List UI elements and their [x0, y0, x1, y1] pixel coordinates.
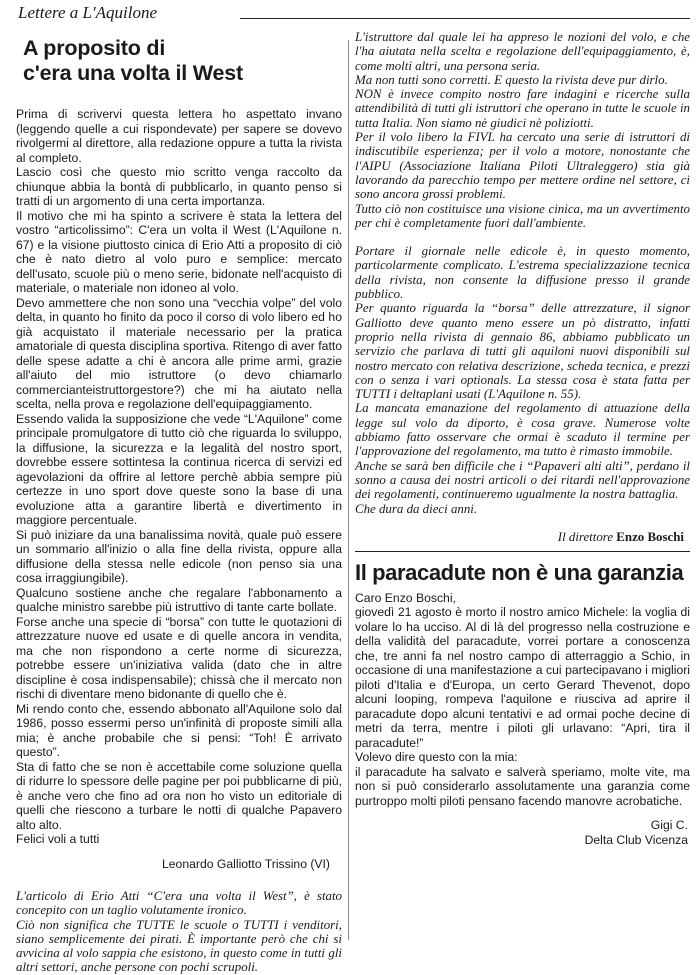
letter1-paragraph: Lascio così che questo mio scritto venga raccolto da chiunque abbia la bontà di pubblicarlo, in quanto penso si tratti di un argomento di una certa importanza. — [16, 165, 342, 208]
letter2-body — [355, 605, 690, 808]
reply-paragraph: Ma non tutti sono corretti. E questo la rivista deve pur dirlo. — [355, 72, 668, 87]
letter2-paragraph: il paracadute ha salvato e salverà speriamo, molte vite, ma non si può considerarlo assolutamente una garanzia come purtroppo molti piloti pensano facendo manovre acrobatiche. — [355, 764, 690, 808]
reply-paragraph: Anche se sarà ben difficile che i “Papaveri alti alti”, perdano il sonno a causa dei nostri articoli o dei ritardi nell'approvazione dei regolamenti, continueremo ugualmente la nostra battaglia. — [355, 458, 690, 502]
letter1-paragraph: Devo ammettere che non sono una “vecchia volpe” del volo delta, in quanto ho finito da poco il corso di volo libero ed ho già acquistato il materiale necessario per la pratica amatoriale di questa disciplina sportiva. Ritengo di aver fatto delle spese adatte a chi è ancora alle prime armi, grazie all'aiuto del mio istruttore (o devo chiamarlo commercianteistruttorgestore?) che mi ha aiutato nella scelta, nella prova e regolazione dell'equipaggiamento. — [16, 295, 342, 411]
reply-signature — [355, 530, 690, 545]
letter2-salutation: Caro Enzo Boschi, — [355, 590, 456, 605]
letter1-paragraph: Forse anche una specie di “borsa” con tutte le quotazioni di attrezzature nuove ed usate e di quelle ancora in vendita, ma che non rispondono a certe norme di sicurezza, potrebbe essere un'iniziativa valida (dato che in altre discipline è cosa indispensabile); chissà che il mercato non rischi di diventare meno bidonante di quello che è. — [16, 614, 342, 701]
reply-paragraph: Per il volo libero la FIVL ha cercato una serie di istruttori di indiscutibile esperienza; per il volo a motore, nonostante che l'AIPU (Associazione Italiana Piloti Ultraleggero) stia già lavorando da parecchio tempo per mettere ordine nel settore, ci sono ancora grossi problemi. — [355, 130, 690, 202]
reply-paragraph: Portare il giornale nelle edicole è, in questo momento, particolarmente complicato. L'estrema specializzazione tecnica della rivista, non consente la diffusione presso il grande pubblico. — [355, 244, 690, 302]
letter2-signature — [355, 818, 690, 848]
letter1-paragraph: Mi rendo conto che, essendo abbonato all'Aquilone solo dal 1986, posso essermi perso un'infinità di proposte simili alla mia; è anche probabile che si pensi: “Toh! È arrivato questo”. — [16, 701, 342, 759]
letter1-signature: Leonardo Galliotto Trissino (VI) — [162, 856, 330, 871]
letter1-paragraph: Prima di scrivervi questa lettera ho aspettato invano (leggendo quelle a cui rispondevate) per sapere se dovevo rivolgermi al direttore, alla redazione oppure a tutta la rivista al completo. — [16, 107, 342, 165]
reply-paragraph: Per quanto riguarda la “borsa” delle attrezzature, il signor Galliotto deve quanto meno essere un pò distratto, infatti proprio nella rivista di gennaio 86, abbiamo pubblicato un servizio che parlava di tutti gli aquiloni nuovi disponibili sul nostro mercato con relativa descrizione, scheda tecnica, e prezzi con o senza i vari optionals. La stessa cosa è stata fatta per TUTTI i deltaplani usati (L'Aquilone n. 55). — [355, 301, 690, 402]
letter1-paragraph: Essendo valida la supposizione che vede “L'Aquilone” come principale promulgatore di tutto ciò che riguarda lo sviluppo, la diffusione, la sicurezza e la legalità del nostro sport, dovrebbe essere sottintesa la continua ricerca di servizi ed agevolazioni da offrire al lettore perchè abbia sempre più certezze in uno sport dove queste sono la base di una evoluzione atta a garantire libertà e divertimento in maggiore percentuale. — [16, 411, 342, 527]
letter1-paragraph: Qualcuno sostiene anche che regalare l'abbonamento a qualche ministro sarebbe più istruttivo di tante carte bollate. — [16, 585, 342, 614]
reply-body — [16, 889, 342, 975]
section-title: Lettere a L'Aquilone — [18, 3, 157, 22]
letter2-paragraph: giovedì 21 agosto è morto il nostro amico Michele: la voglia di volare lo ha ucciso. Al di là del progresso nella costruzione e della validità del paracadute, vorrei portare a conoscenza che, tre anni fa nel nostro campo di atterraggio a Schio, in occasione di una manifestazione a cui partecipavano i migliori piloti d'Italia e d'Europa, un certo Gerard Thevenot, dopo alcuni looping, rompeva l'aquilone e riusciva ad aprire il paracadute dopo alcuni tentativi e ad ormai poche decine di metri da terra, mentre i piloti gli urlavano: “Apri, tira il paracadute!” — [355, 605, 690, 750]
reply-paragraph: Tutto ciò non costituisce una visione cinica, ma un avvertimento per chi è completamente fuori dall'ambiente. — [355, 201, 690, 230]
reply-signature-name: Enzo Boschi — [616, 529, 684, 544]
letter1-paragraph: Felici voli a tutti — [16, 832, 100, 846]
reply-signature-label: Il direttore — [557, 529, 614, 544]
header-rule — [240, 18, 690, 19]
letter1-paragraph: Si può iniziare da una banalissima novità, quale può essere un sommario all'inizio o alla fine della rivista, oppure alla diffusione della stessa nelle edicole (non penso sia una cosa irraggiungibile). — [16, 527, 342, 585]
letter2-paragraph: Volevo dire questo con la mia: — [355, 750, 518, 765]
letter1-paragraph: Il motivo che mi ha spinto a scrivere è stata la lettera del vostro “articolissimo”: C'era un volta il West (L'Aquilone n. 67) e la visione piuttosto cinica di Erio Atti a proposito di ciò che è nato dietro al volo puro e semplice: mercato dell'usato, scuole più o meno serie, bidonate nell'acquisto di materiale, o materiale non idoneo al volo. — [16, 208, 342, 295]
letter1-body — [16, 107, 342, 847]
letter1-title-line2: c'era una volta il West — [23, 61, 243, 85]
reply-body-continued — [355, 30, 690, 516]
left-column — [16, 30, 342, 975]
paragraph-gap — [355, 230, 690, 244]
column-divider — [348, 40, 349, 940]
reply-paragraph: La mancata emanazione del regolamento di attuazione della legge sul volo da diporto, è cosa grave. Numerose volte abbiamo fatto osservare che ormai è scaduto il termine per l'approvazione del regolamento, ma tutto è rimasto immobile. — [355, 401, 690, 459]
right-column — [355, 30, 690, 848]
reply-paragraph: Ciò non significa che TUTTE le scuole o TUTTI i venditori, siano semplicemente dei pirati. È importante però che chi si avvicina al volo sappia che esistono, in questo come in tutti gli altri settori, anche persone con pochi scrupoli. — [16, 917, 342, 975]
letter1-paragraph: Sta di fatto che se non è accettabile come soluzione quella di ridurre lo spessore delle pagine per poi pubblicarne di più, è anche vero che fino ad ora non ho visto un editoriale di quelli che riescono a turbare le notti di qualche Papavero alto alto. — [16, 759, 342, 832]
letter1-title-line1: A proposito di — [23, 36, 166, 60]
reply-paragraph: NON è invece compito nostro fare indagini e ricerche sulla attendibilità di tutti gli istruttori che operano in tutte le scuole in tutta Italia. Non siamo nè giudici nè poliziotti. — [355, 87, 690, 130]
letter1-title — [23, 36, 342, 86]
reply-paragraph: L'articolo di Erio Atti “C'era una volta il West”, è stato concepito con un taglio volutamente ironico. — [16, 889, 342, 918]
page-header — [16, 0, 690, 26]
letter2-title: Il paracadute non è una garanzia — [355, 559, 684, 585]
reply-paragraph: Che dura da dieci anni. — [355, 501, 478, 516]
section-rule — [355, 551, 690, 552]
letter2-signature-name: Gigi C. — [650, 818, 688, 833]
reply-paragraph: L'istruttore dal quale lei ha appreso le nozioni del volo, e che l'ha aiutata nella scelta e regolazione dell'equipaggiamento, è, come molti altri, una persona seria. — [355, 30, 690, 73]
letter2-signature-club: Delta Club Vicenza — [584, 833, 688, 848]
